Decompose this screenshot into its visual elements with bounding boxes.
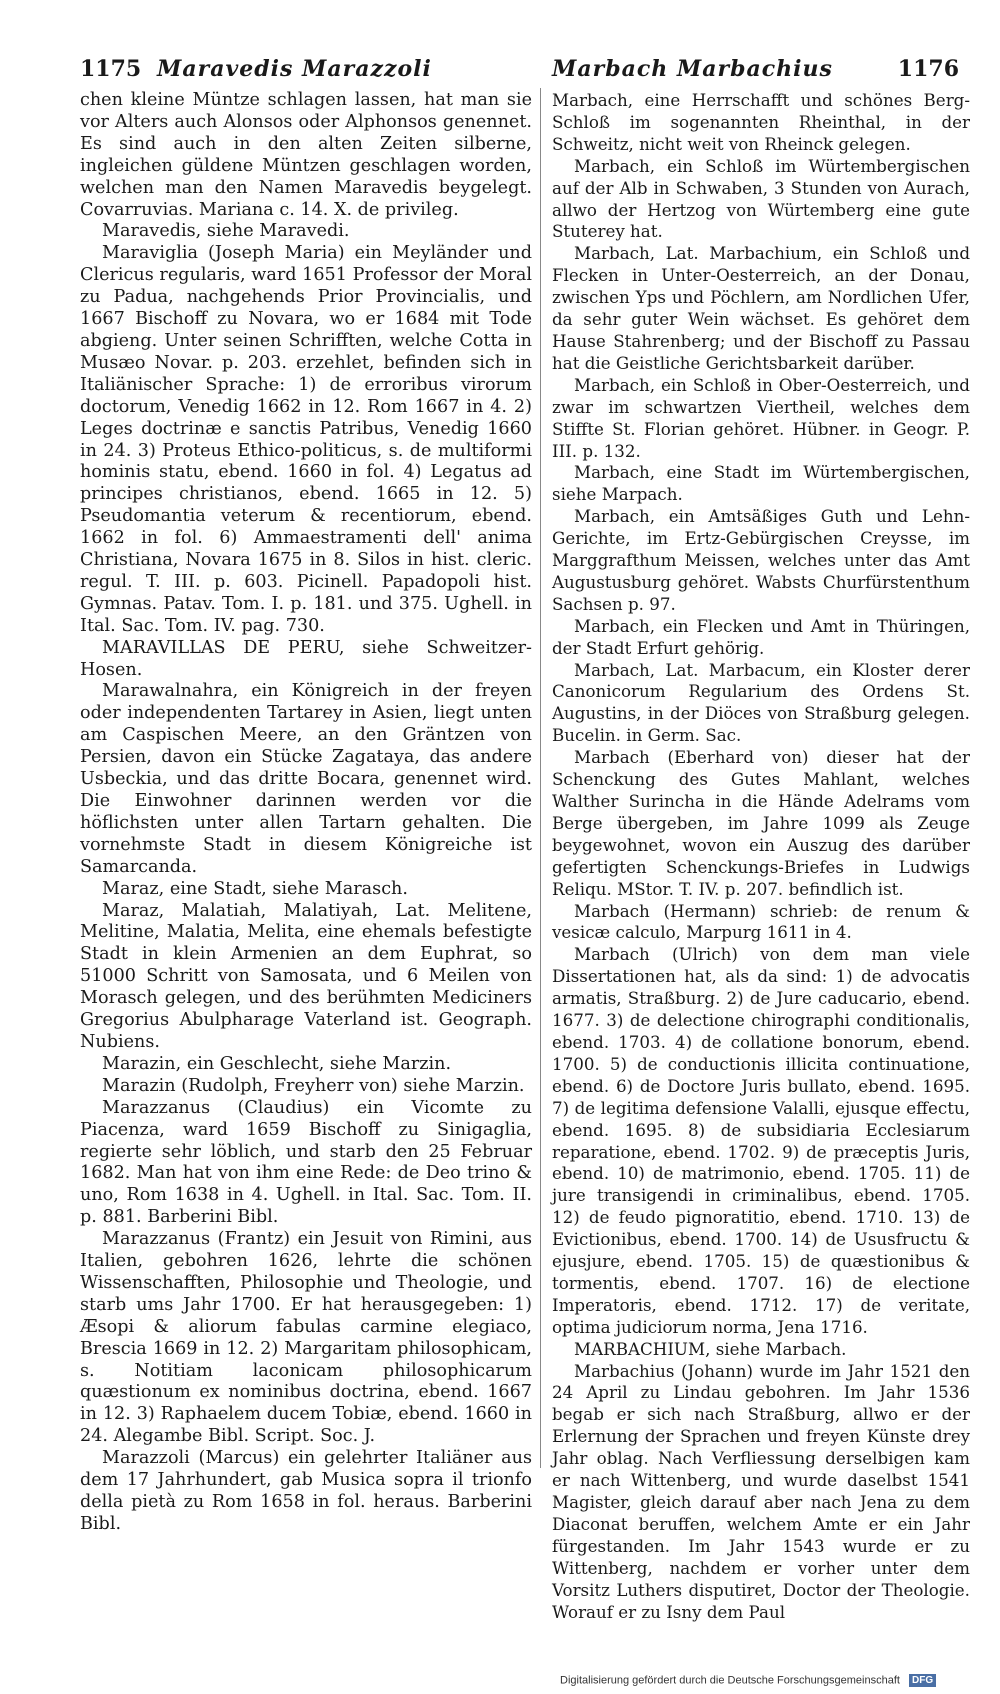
entry: chen kleine Müntze schlagen lassen, hat man sie vor Alters auch Alonsos oder Alphonsos genennet. Es sind auch in den alten Zeiten silberne, ingleichen güldene Müntzen geschlagen worden, welchen man den Namen Maravedis beygelegt. Covarruvias. Mariana c. 14. X. de privileg. xyxy=(80,90,532,220)
entry: Maraz, Malatiah, Malatiyah, Lat. Melitene, Melitine, Malatia, Melita, eine ehemals befestigte Stadt in klein Armenien an dem Euphrat, so 51000 Schritt von Samosata, und 6 Meilen von Morasch gelegen, und des berühmten Mediciners Gregorius Abulpharage Vaterland ist. Geograph. Nubiens. xyxy=(80,900,532,1052)
entry: Marbach, Lat. Marbachium, ein Schloß und Flecken in Unter-Oesterreich, an der Donau, zwischen Yps und Pöchlern, am Nordlichen Ufer, da sehr guter Wein wächset. Es gehöret dem Hause Stahrenberg; und der Bischoff zu Passau hat die Geistliche Gerichtsbarkeit darüber. xyxy=(552,243,970,373)
footer-text: Digitalisierung gefördert durch die Deutsche Forschungsgemeinschaft xyxy=(560,1674,900,1687)
entry: Marbach, eine Stadt im Würtembergischen, siehe Marpach. xyxy=(552,462,970,505)
entry: Marazin (Rudolph, Freyherr von) siehe Marzin. xyxy=(102,1075,525,1096)
entry: Marbach (Hermann) schrieb: de renum & vesicæ calculo, Marpurg 1611 in 4. xyxy=(552,900,970,943)
entry: Marbach, ein Schloß im Würtembergischen auf der Alb in Schwaben, 3 Stunden von Aurach, allwo der Hertzog von Würtemberg eine gute Stuterey hat. xyxy=(552,155,970,242)
entry: Marazzanus (Claudius) ein Vicomte zu Piacenza, ward 1659 Bischoff zu Sinigaglia, regierte sehr löblich, und starb den 25 Februar 1682. Man hat von ihm eine Rede: de Deo trino & uno, Rom 1638 in 4. Ughell. in Ital. Sac. Tom. II. p. 881. Barberini Bibl. xyxy=(80,1097,532,1228)
entry: Marbach, eine Herrschafft und schönes Berg-Schloß im sogenannten Rheinthal, in der Schweitz, nicht weit von Rheinck gelegen. xyxy=(552,90,970,154)
entry: Marazzoli (Marcus) ein gelehrter Italiäner aus dem 17 Jahrhundert, gab Musica sopra il trionfo della pietà zu Rom 1658 in fol. heraus. Barberini Bibl. xyxy=(80,1448,532,1534)
funding-footer xyxy=(560,1674,936,1687)
entry: Marazzanus (Frantz) ein Jesuit von Rimini, aus Italien, gebohren 1626, lehrte die schönen Wissenschafften, Philosophie und Theologie, und starb ums Jahr 1700. Er hat herausgegeben: 1) Æsopi & aliorum fabulas carmine elegiaco, Brescia 1669 in 12. 2) Margaritam philosophicam, s. Notitiam laconicam philosophicarum quæstionum ex nominibus doctrina, ebend. 1667 in 12. 3) Raphaelem ducem Tobiæ, ebend. 1660 in 24. Alegambe Bibl. Script. Soc. J. xyxy=(80,1229,532,1447)
page-number-right: 1176 xyxy=(897,56,959,82)
entry: Marbach, ein Amtsäßiges Guth und Lehn-Gerichte, im Ertz-Gebürgischen Creysse, im Marggrafthum Meissen, welches unter das Amt Augustusburg gehöret. Wabsts Churfürstenthum Sachsen p. 97. xyxy=(552,506,970,614)
entry: Maraviglia (Joseph Maria) ein Meyländer und Clericus regularis, ward 1651 Professor der Moral zu Padua, nachgehends Prior Provincialis, und 1667 Bischoff zu Novara, wo er 1684 mit Tode abgieng. Unter seinen Schrifften, welche Cotta in Musæo Novar. p. 203. erzehlet, befinden sich in Italiänischer Sprache: 1) de erroribus virorum doctorum, Venedig 1662 in 12. Rom 1667 in 4. 2) Leges doctrinæ e sanctis Patribus, Venedig 1660 in 24. 3) Proteus Ethico-politicus, s. de multiformi hominis statu, ebend. 1660 in fol. 4) Legatus ad principes christianos, ebend. 1665 in 12. 5) Pseudomantia veterum & recentiorum, ebend. 1662 in fol. 6) Ammaestramenti dell' anima Christiana, Novara 1675 in 8. Silos in hist. cleric. regul. T. III. p. 603. Picinell. Papadopoli hist. Gymnas. Patav. Tom. I. p. 181. und 375. Ughell. in Ital. Sac. Tom. IV. pag. 730. xyxy=(80,243,532,636)
running-title-left: Maravedis Marazzoli xyxy=(157,56,432,82)
entry: Marbach, ein Flecken und Amt in Thüringen, der Stadt Erfurt gehörig. xyxy=(552,615,970,658)
entry: Marawalnahra, ein Königreich in der freyen oder independenten Tartarey in Asien, liegt unten am Caspischen Meere, an den Gräntzen von Persien, davon ein Stücke Zagataya, das andere Usbeckia, und das dritte Bocara, genennet wird. Die Einwohner darinnen werden vor die höflichsten unter allen Tartarn gehalten. Die vornehmste Stadt in diesem Königreiche ist Samarcanda. xyxy=(80,681,532,877)
entry: Marazin, ein Geschlecht, siehe Marzin. xyxy=(102,1053,452,1074)
entry: MARAVILLAS DE PERU, siehe Schweitzer-Hosen. xyxy=(80,637,532,680)
column-divider xyxy=(540,88,541,1468)
entry: Marbach, Lat. Marbacum, ein Kloster derer Canonicorum Regularium des Ordens St. Augustins, in der Diöces von Straßburg gelegen. Bucelin. in Germ. Sac. xyxy=(552,659,970,746)
left-column xyxy=(80,90,532,1536)
entry: Marbach (Ulrich) von dem man viele Dissertationen hat, als da sind: 1) de advocatis armatis, Straßburg. 2) de Jure caducario, ebend. 1677. 3) de delectione chirographi conditionalis, ebend. 1703. 4) de collatione bonorum, ebend. 1700. 5) de conductionis illicita continuatione, ebend. 6) de Doctore Juris bullato, ebend. 1695. 7) de legitima defensione Valalli, ejusque effectu, ebend. 1695. 8) de subsidiaria Ecclesiarum reparatione, ebend. 1702. 9) de præceptis Juris, ebend. 10) de matrimonio, ebend. 1705. 11) de jure transigendi in criminalibus, ebend. 1705. 12) de feudo pignoratitio, ebend. 1710. 13) de Evictionibus, ebend. 1700. 14) de Ususfructu & ejusjure, ebend. 1705. 15) de quæstionibus & tormentis, ebend. 1707. 16) de electione Imperatoris, ebend. 1712. 17) de veritate, optima judiciorum norma, Jena 1716. xyxy=(552,944,970,1337)
entry: Marbach (Eberhard von) dieser hat der Schenckung des Gutes Mahlant, welches Walther Surincha in die Hände Adelrams vom Berge übergeben, im Jahre 1099 als Zeuge beygewohnet, wovon ein Auszug des darüber gefertigten Schenckungs-Briefes in Ludwigs Reliqu. MStor. T. IV. p. 207. befindlich ist. xyxy=(552,747,970,899)
entry: Maraz, eine Stadt, siehe Marasch. xyxy=(102,878,408,899)
running-head-right xyxy=(552,52,962,86)
entry: Marbach, ein Schloß in Ober-Oesterreich, und zwar im schwartzen Viertheil, welches dem Stiffte St. Florian gehöret. Hübner. in Geogr. P. III. p. 132. xyxy=(552,374,970,461)
right-column xyxy=(552,90,970,1623)
entry: MARBACHIUM, siehe Marbach. xyxy=(574,1338,847,1359)
running-title-right: Marbach Marbachius xyxy=(552,56,833,82)
dfg-logo-icon: DFG xyxy=(909,1674,936,1687)
running-head-left xyxy=(80,52,535,86)
entry: Maravedis, siehe Maravedi. xyxy=(102,221,350,242)
page-number-left: 1175 xyxy=(80,56,142,82)
entry: Marbachius (Johann) wurde im Jahr 1521 den 24 April zu Lindau gebohren. Im Jahr 1536 begab er sich nach Straßburg, allwo er der Erlernung der Sprachen und freyen Künste drey Jahr oblag. Nach Verfliessung derselbigen kam er nach Wittenberg, und wurde daselbst 1541 Magister, gleich darauf aber nach Jena zu dem Diaconat beruffen, welchem Amte er ein Jahr fürgestanden. Im Jahr 1543 wurde er zu Wittenberg, nachdem er vorher unter dem Vorsitz Luthers disputiret, Doctor der Theologie. Worauf er zu Isny dem Paul xyxy=(552,1360,970,1622)
